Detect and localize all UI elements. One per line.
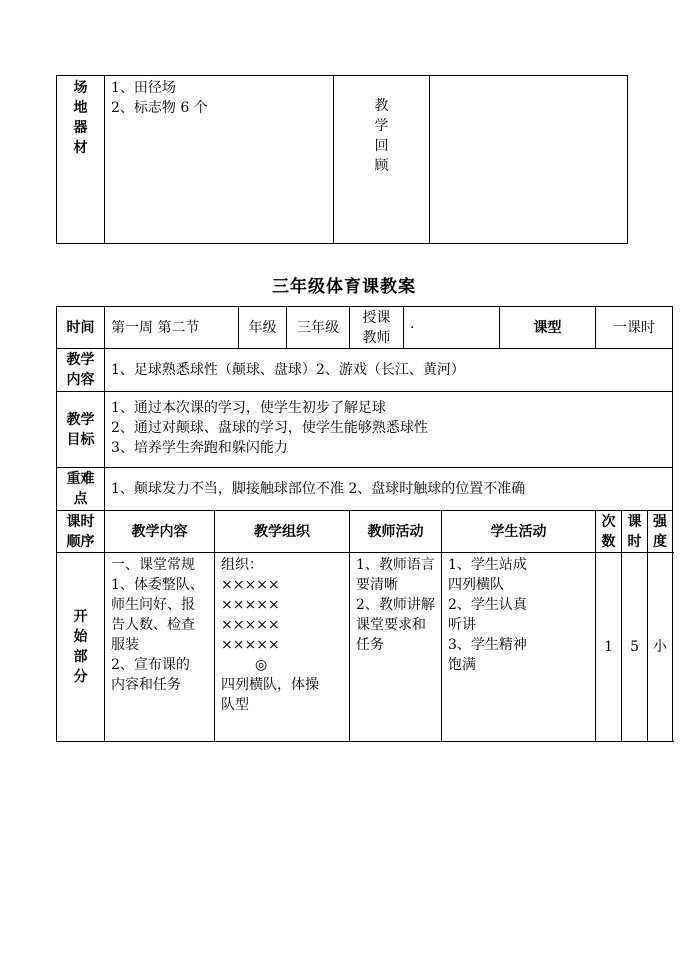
start-part-intensity: 小 [648,553,673,742]
difficulty-label: 重难 点 [57,468,105,511]
type-value: 一课时 [596,307,673,349]
start-part-label: 开 始 部 分 [57,553,105,742]
header-times: 次 数 [596,511,622,553]
header-teacher: 教师活动 [350,511,442,553]
venue-items: 1、田径场 2、标志物 6 个 [105,76,334,244]
header-content: 教学内容 [105,511,215,553]
review-label: 教 学 回 顾 [334,76,430,244]
content-value: 1、足球熟悉球性（颠球、盘球）2、游戏（长江、黄河） [105,349,673,392]
start-part-content: 一、课堂常规 1、体委整队、 师生问好、报 告人数、检查 服装 2、宣布课的 内容和任务 [105,553,215,742]
venue-label: 场 地 器 材 [57,76,105,244]
header-student: 学生活动 [442,511,596,553]
header-intensity: 强 度 [648,511,673,553]
header-order: 课时 顺序 [57,511,105,553]
venue-table [56,75,628,244]
grade-value: 三年级 [287,307,350,349]
formation-center-marker: ◎ [255,657,268,673]
start-part-times: 1 [596,553,622,742]
teacher-value: · [404,307,500,349]
goals-label: 教学 目标 [57,392,105,468]
header-duration: 课 时 [622,511,648,553]
review-value [430,76,628,244]
goals-items: 1、通过本次课的学习，使学生初步了解足球 2、通过对颠球、盘球的学习，使学生能够熟悉球性 3、培养学生奔跑和躲闪能力 [105,392,673,468]
start-part-student: 1、学生站成 四列横队 2、学生认真 听讲 3、学生精神 饱满 [442,553,596,742]
time-label: 时间 [57,307,105,349]
page-title: 三年级体育课教案 [272,277,416,297]
content-label: 教学 内容 [57,349,105,392]
time-value: 第一周 第二节 [105,307,239,349]
grade-label: 年级 [239,307,287,349]
type-label: 课型 [500,307,596,349]
difficulty-value: 1、颠球发力不当，脚接触球部位不准 2、盘球时触球的位置不准确 [105,468,673,511]
start-part-teacher: 1、教师语言 要清晰 2、教师讲解 课堂要求和 任务 [350,553,442,742]
header-organization: 教学组织 [215,511,350,553]
start-part-duration: 5 [622,553,648,742]
lesson-plan-table [56,306,673,742]
teacher-label: 授课 教师 [350,307,404,349]
start-part-organization: 组织： ××××× ××××× ××××× ××××× ◎ 四列横队，体操 队型 [215,553,350,742]
